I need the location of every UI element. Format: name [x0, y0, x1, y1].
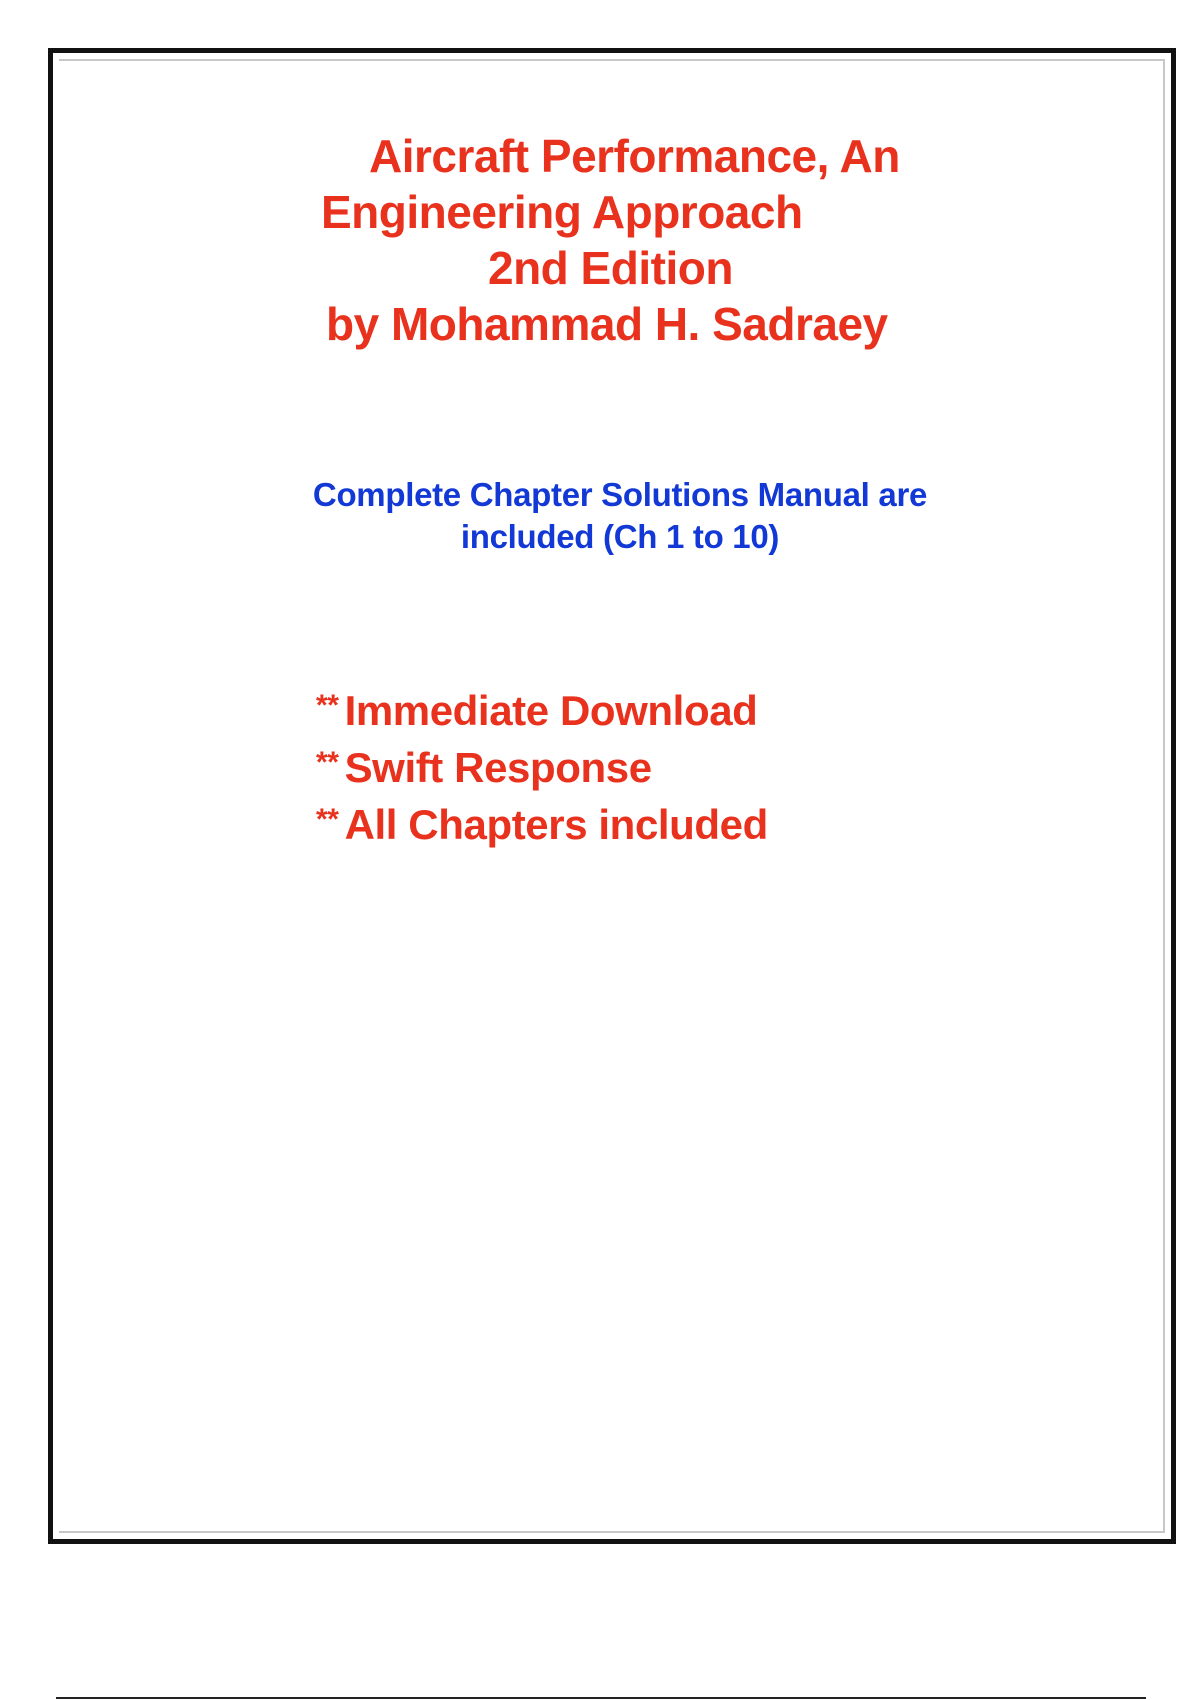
subtitle-line-1: Complete Chapter Solutions Manual are: [312, 476, 928, 513]
feature-item: [316, 737, 768, 794]
bottom-divider: [56, 1697, 1146, 1699]
feature-item: [316, 794, 768, 851]
feature-bullet: **: [316, 746, 339, 779]
feature-text: Immediate Download: [344, 687, 758, 734]
feature-bullet: **: [316, 803, 339, 836]
title-line-1: Aircraft Performance, An: [369, 130, 900, 182]
solutions-manual-note: [0, 474, 1200, 558]
title-line-2: Engineering Approach: [321, 186, 803, 238]
feature-list: [316, 680, 768, 851]
author-line: by Mohammad H. Sadraey: [326, 298, 888, 350]
edition-line: 2nd Edition: [488, 242, 733, 294]
feature-bullet: **: [316, 689, 339, 722]
feature-text: All Chapters included: [344, 801, 768, 848]
feature-item: [316, 680, 768, 737]
feature-text: Swift Response: [344, 744, 652, 791]
subtitle-line-2: included (Ch 1 to 10): [460, 518, 780, 555]
